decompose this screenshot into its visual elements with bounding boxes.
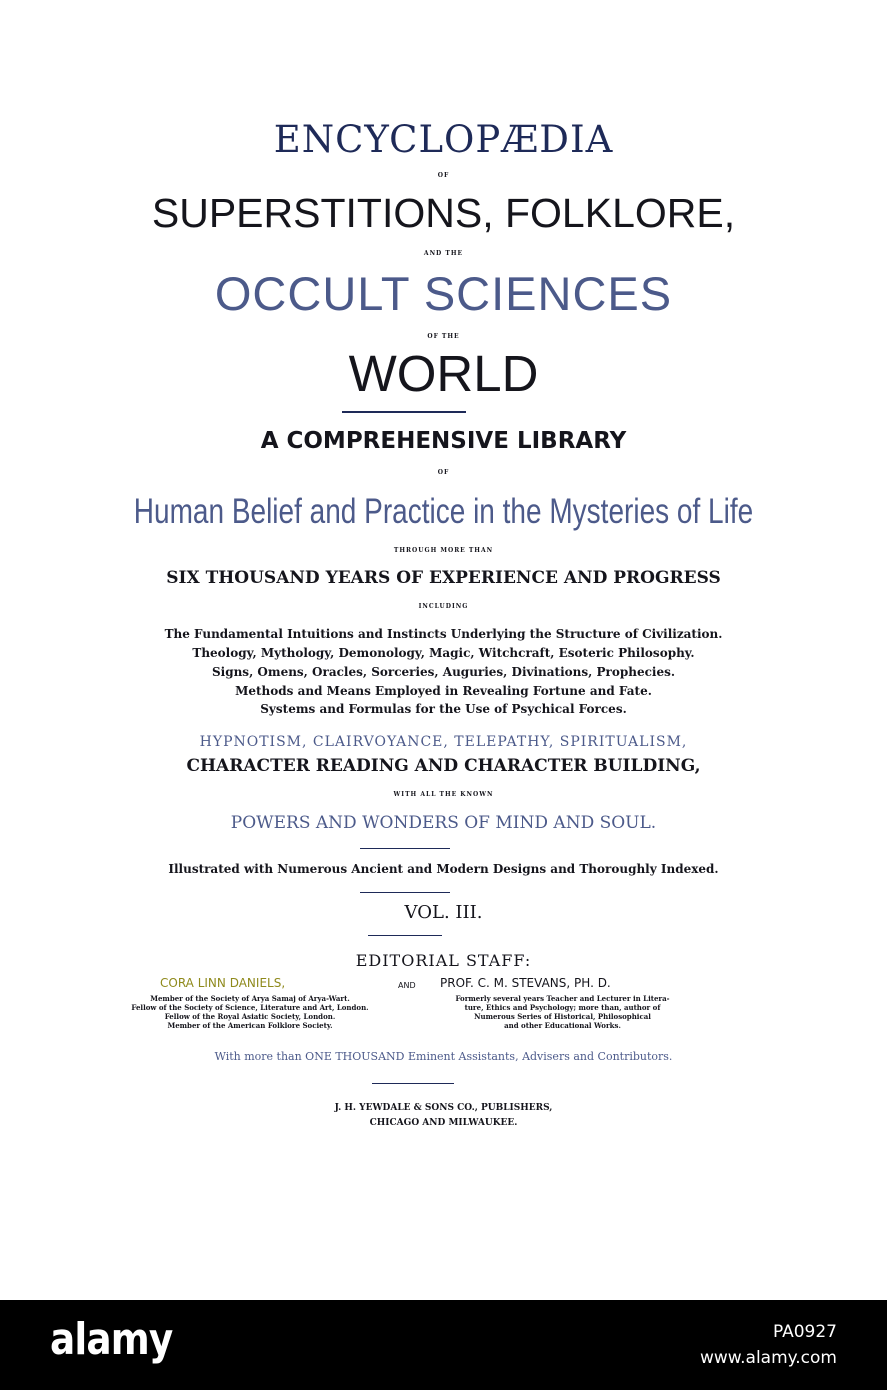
editor-right-name: PROF. C. M. STEVANS, PH. D. <box>440 976 611 990</box>
editor-left-credential: Member of the Society of Arya Samaj of Arya-Wart. <box>150 994 350 1003</box>
alamy-logo: alamy <box>50 1314 173 1365</box>
editor-right <box>420 976 705 1030</box>
divider-rule <box>372 1083 454 1084</box>
word-of-the: OF THE <box>427 333 460 340</box>
topic-line: Methods and Means Employed in Revealing Fortune and Fate. <box>235 684 652 698</box>
editor-left <box>100 976 400 1030</box>
topic-line: Systems and Formulas for the Use of Psychical Forces. <box>260 702 627 716</box>
editor-left-name: CORA LINN DANIELS, <box>160 976 286 990</box>
divider-rule <box>342 411 466 413</box>
divider-rule <box>368 935 442 936</box>
editor-right-credential: and other Educational Works. <box>504 1021 621 1030</box>
phrase-through-more-than: THROUGH MORE THAN <box>393 547 494 554</box>
editor-left-credential: Member of the American Folklore Society. <box>167 1021 333 1030</box>
word-including: INCLUDING <box>418 603 469 610</box>
subtitle-six-thousand: SIX THOUSAND YEARS OF EXPERIENCE AND PROGRESS <box>166 568 721 588</box>
editor-right-credential: Formerly several years Teacher and Lecturer in Litera- <box>455 994 670 1003</box>
editorial-staff-heading: EDITORIAL STAFF: <box>355 951 532 970</box>
phrase-with-all-the-known: WITH ALL THE KNOWN <box>393 791 494 798</box>
divider-rule <box>360 892 450 893</box>
publisher-name: J. H. YEWDALE & SONS CO., PUBLISHERS, <box>334 1103 553 1113</box>
alamy-url: www.alamy.com <box>699 1348 837 1368</box>
title-occult-sciences: OCCULT SCIENCES <box>214 267 673 320</box>
word-of: OF <box>437 172 450 179</box>
subtitle-hypnotism: HYPNOTISM, CLAIRVOYANCE, TELEPATHY, SPIRITUALISM, <box>199 734 688 750</box>
subtitle-character-reading: CHARACTER READING AND CHARACTER BUILDING, <box>186 756 701 776</box>
topic-line: The Fundamental Intuitions and Instincts Underlying the Structure of Civilization. <box>164 627 723 641</box>
volume-label: VOL. III. <box>404 902 483 923</box>
image-id: PA0927 <box>772 1322 837 1342</box>
title-world: WORLD <box>348 345 539 402</box>
editor-left-credential: Fellow of the Society of Science, Literature and Art, London. <box>131 1003 369 1012</box>
editor-right-credential: Numerous Series of Historical, Philosophical <box>474 1012 651 1021</box>
word-and: AND <box>398 981 416 990</box>
editor-left-credential: Fellow of the Royal Asiatic Society, London. <box>164 1012 336 1021</box>
subtitle-library: A COMPREHENSIVE LIBRARY <box>260 428 627 454</box>
note-assistants: With more than ONE THOUSAND Eminent Assistants, Advisers and Contributors. <box>214 1050 673 1063</box>
title-encyclopaedia: ENCYCLOPÆDIA <box>273 118 614 161</box>
subtitle-human-belief: Human Belief and Practice in the Mysteries of Life <box>133 492 754 531</box>
topic-line: Signs, Omens, Oracles, Sorceries, Auguries, Divinations, Prophecies. <box>211 665 676 679</box>
divider-rule <box>360 848 450 849</box>
topic-line: Theology, Mythology, Demonology, Magic, Witchcraft, Esoteric Philosophy. <box>192 646 695 660</box>
publisher-city: CHICAGO AND MILWAUKEE. <box>369 1118 518 1128</box>
note-illustrated: Illustrated with Numerous Ancient and Modern Designs and Thoroughly Indexed. <box>168 862 719 876</box>
title-superstitions: SUPERSTITIONS, FOLKLORE, <box>151 190 736 236</box>
word-and-the: AND THE <box>423 250 464 257</box>
subtitle-powers: POWERS AND WONDERS OF MIND AND SOUL. <box>230 813 657 833</box>
watermark-bar <box>0 1300 887 1390</box>
editor-right-credential: ture, Ethics and Psychology; more than, author of <box>464 1003 661 1012</box>
word-of-2: OF <box>437 469 450 476</box>
